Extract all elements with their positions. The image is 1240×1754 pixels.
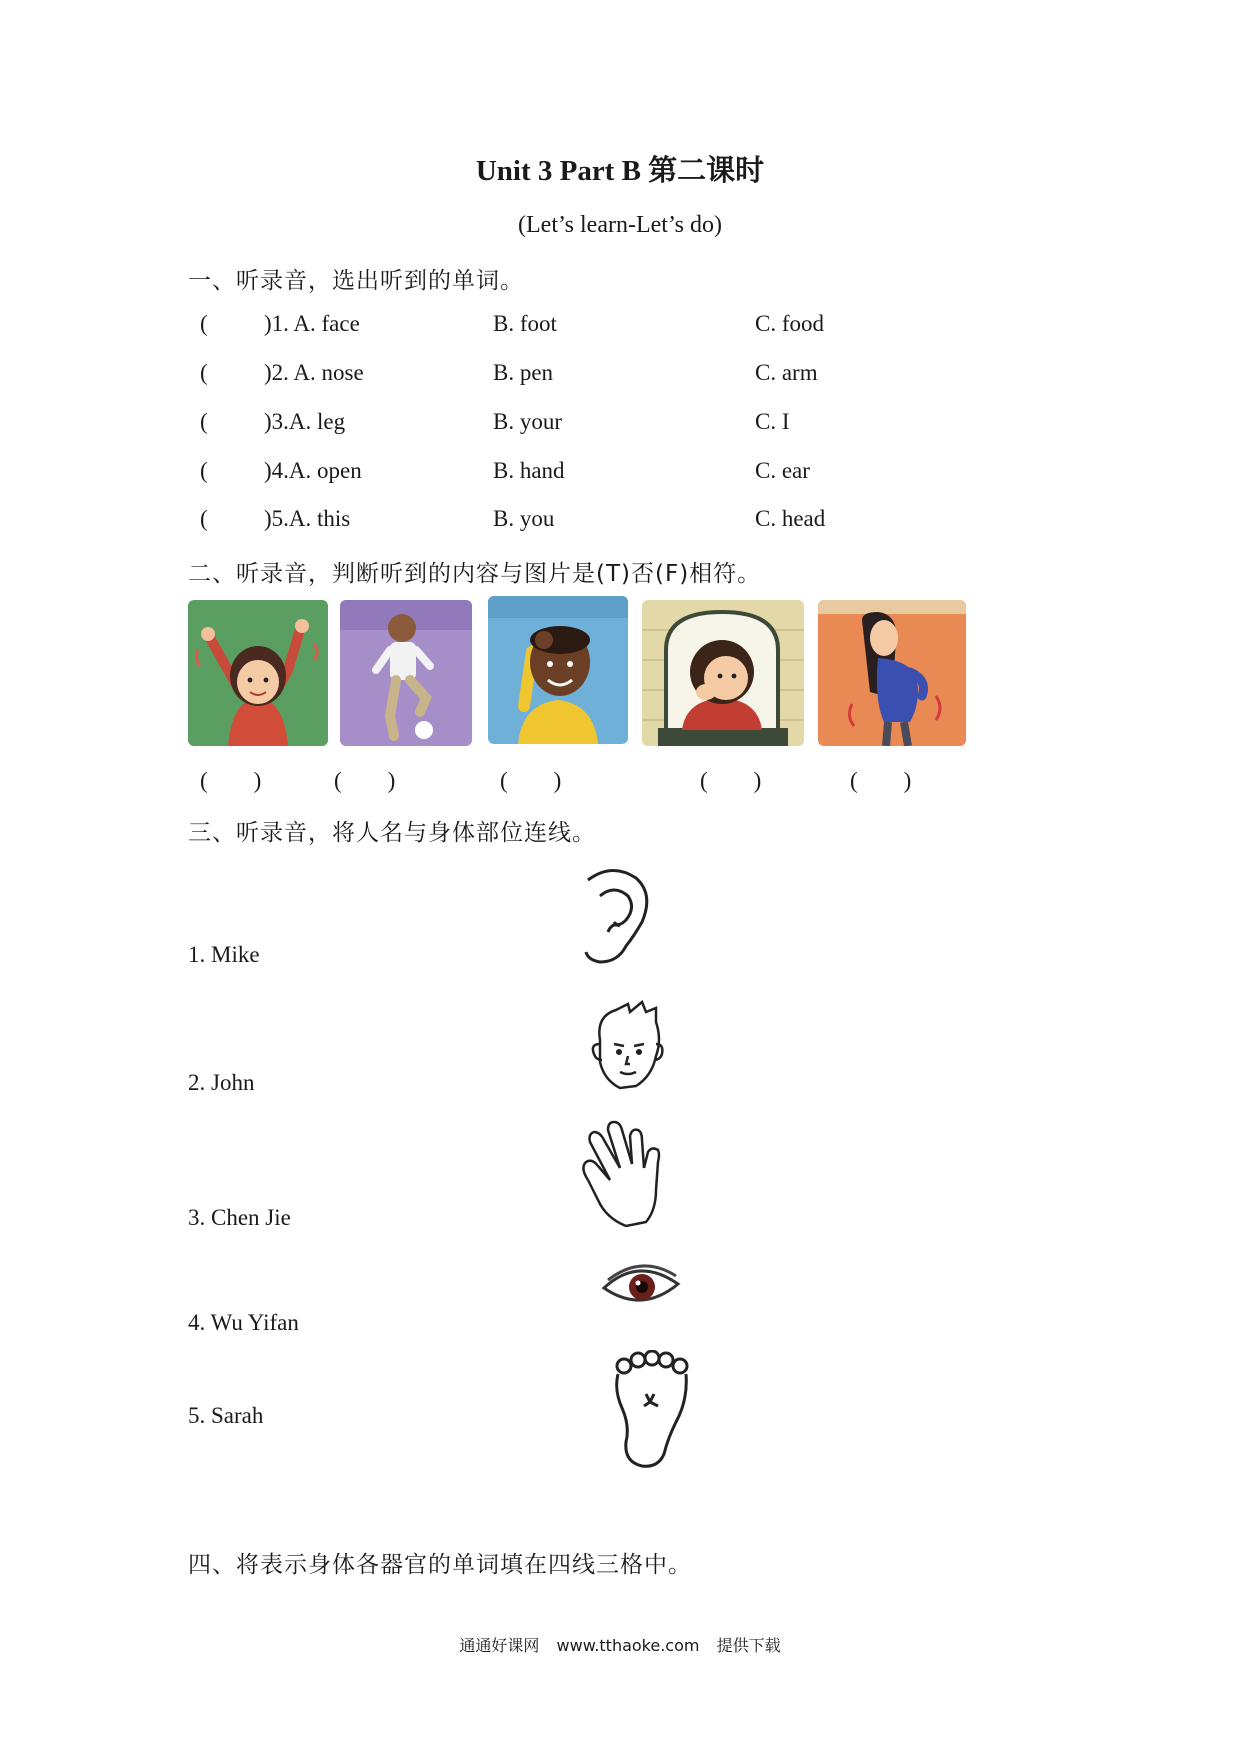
option-a: )2. A. nose [264,360,364,385]
option-a: )1. A. face [264,311,360,336]
name-sarah: 5. Sarah [188,1403,264,1428]
answer-blank[interactable]: ( ) [500,768,562,793]
face-icon[interactable] [586,1000,668,1092]
section3-heading: 三、听录音，将人名与身体部位连线。 [188,820,596,846]
section1-heading: 一、听录音，选出听到的单词。 [188,268,524,294]
footer-note: 提供下载 [716,1636,781,1655]
option-b: B. your [493,409,562,434]
footer-url[interactable]: www.tthaoke.com [556,1636,700,1655]
answer-paren[interactable]: ( [200,409,208,434]
page-footer [0,1633,1240,1656]
answer-blank[interactable]: ( ) [334,768,396,793]
option-c: C. ear [755,458,810,483]
option-c: C. I [755,409,790,434]
option-c: C. head [755,506,826,531]
picture-boy-touching-head [488,596,628,744]
page-subtitle: (Let’s learn-Let’s do) [518,212,722,238]
hand-icon[interactable] [576,1118,676,1230]
name-chen-jie: 3. Chen Jie [188,1205,291,1230]
foot-icon[interactable] [610,1350,694,1470]
answer-paren[interactable]: ( [200,311,208,336]
option-a: )5.A. this [264,506,351,531]
option-a: )4.A. open [264,458,362,483]
option-c: C. arm [755,360,818,385]
picture-girl-shaking-body [818,600,966,746]
name-wu-yifan: 4. Wu Yifan [188,1310,299,1335]
option-b: B. foot [493,311,557,336]
section4-heading: 四、将表示身体各器官的单词填在四线三格中。 [188,1552,692,1578]
page-title: Unit 3 Part B 第二课时 [475,155,765,187]
section2-heading: 二、听录音，判断听到的内容与图片是(T)否(F)相符。 [188,561,762,587]
picture-girl-touching-face [642,600,804,746]
ear-icon[interactable] [578,866,654,970]
answer-paren[interactable]: ( [200,506,208,531]
picture-boy-stamping-foot [340,600,472,746]
footer-site-name: 通通好课网 [459,1636,540,1655]
option-b: B. pen [493,360,554,385]
option-a: )3.A. leg [264,409,346,434]
picture-girl-waving-arms [188,600,328,746]
answer-blank[interactable]: ( ) [700,768,762,793]
answer-paren[interactable]: ( [200,458,208,483]
name-mike: 1. Mike [188,942,260,967]
name-john: 2. John [188,1070,255,1095]
answer-blank[interactable]: ( ) [850,768,912,793]
option-b: B. hand [493,458,565,483]
option-c: C. food [755,311,824,336]
eye-icon[interactable] [598,1262,684,1312]
answer-paren[interactable]: ( [200,360,208,385]
answer-blank[interactable]: ( ) [200,768,262,793]
option-b: B. you [493,506,555,531]
